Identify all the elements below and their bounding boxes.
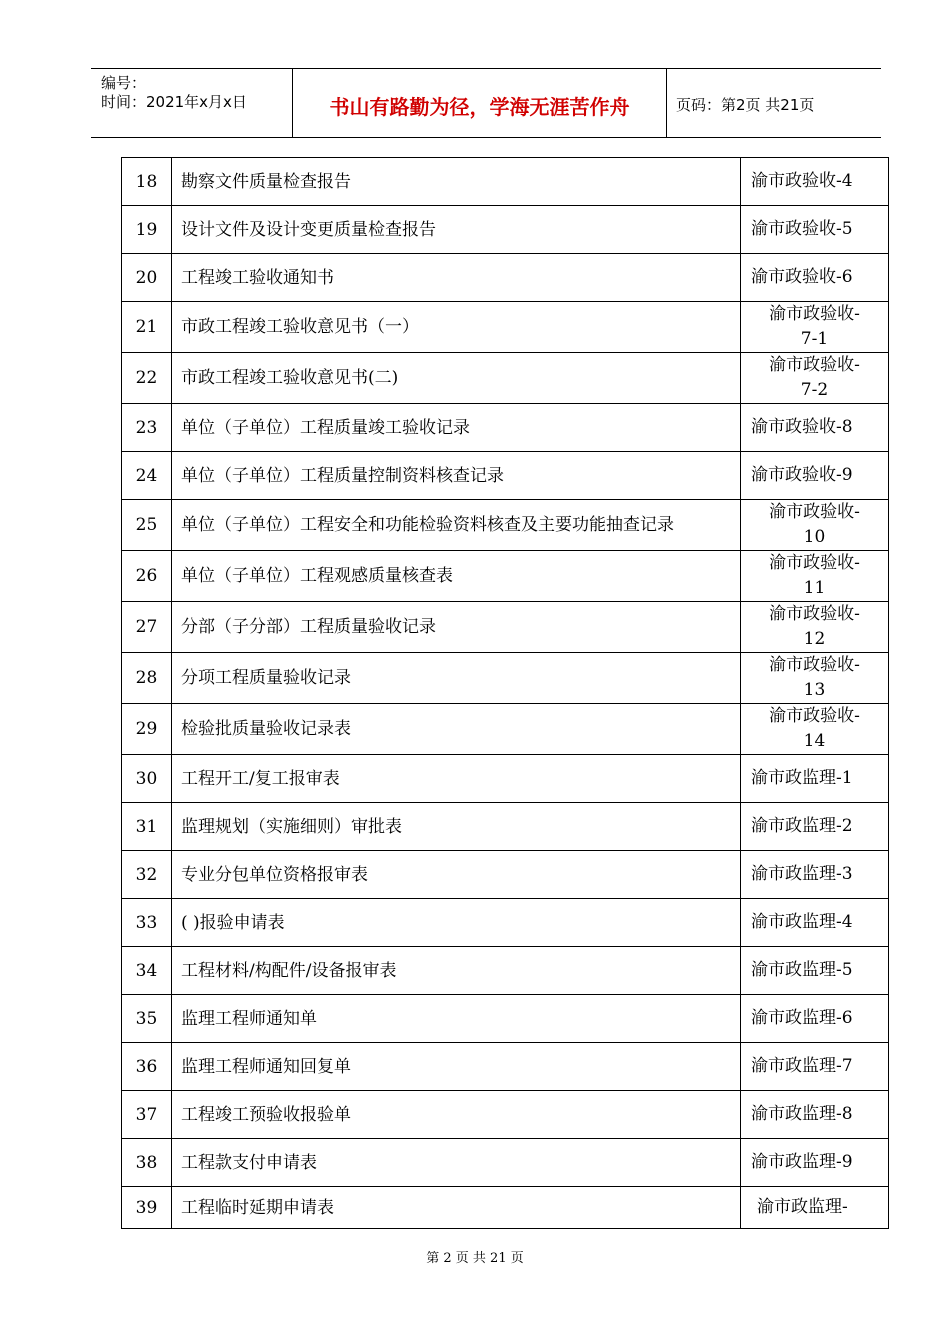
form-code — [741, 899, 889, 947]
form-code — [741, 803, 889, 851]
form-code — [741, 1187, 889, 1229]
form-name: 单位（子单位）工程质量竣工验收记录 — [172, 404, 741, 452]
form-name: 检验批质量验收记录表 — [172, 704, 741, 755]
row-number: 35 — [122, 995, 172, 1043]
form-code-line: 渝市政验收- — [769, 604, 860, 624]
table-row — [122, 995, 889, 1043]
form-code-line: 渝市政验收- — [769, 502, 860, 522]
row-number: 27 — [122, 602, 172, 653]
form-list-table — [121, 157, 889, 1229]
page-header — [91, 68, 881, 138]
form-name: 工程竣工预验收报验单 — [172, 1091, 741, 1139]
table-row — [122, 404, 889, 452]
table-row — [122, 254, 889, 302]
form-code — [741, 1139, 889, 1187]
form-code — [741, 602, 889, 653]
table-row — [122, 452, 889, 500]
form-name: 勘察文件质量检查报告 — [172, 158, 741, 206]
header-motto-cell — [292, 69, 667, 137]
form-name: 工程款支付申请表 — [172, 1139, 741, 1187]
table-row — [122, 803, 889, 851]
table-row — [122, 500, 889, 551]
form-code-line: 14 — [803, 731, 826, 751]
form-name: 单位（子单位）工程安全和功能检验资料核查及主要功能抽查记录 — [172, 500, 741, 551]
motto-text: 书山有路勤为径，学海无涯苦作舟 — [329, 95, 630, 119]
form-name: 监理规划（实施细则）审批表 — [172, 803, 741, 851]
table-row — [122, 1043, 889, 1091]
form-code — [741, 653, 889, 704]
form-code — [741, 1043, 889, 1091]
form-code — [741, 947, 889, 995]
form-code-line: 渝市政监理-4 — [751, 912, 853, 932]
row-number: 22 — [122, 353, 172, 404]
table-row — [122, 158, 889, 206]
form-code-line: 渝市政验收- — [769, 553, 860, 573]
row-number: 26 — [122, 551, 172, 602]
form-code-line: 11 — [803, 578, 826, 598]
form-code — [741, 755, 889, 803]
form-code-line: 渝市政验收-4 — [751, 171, 853, 191]
form-code — [741, 851, 889, 899]
form-name: 监理工程师通知单 — [172, 995, 741, 1043]
table-row — [122, 899, 889, 947]
table-row — [122, 1139, 889, 1187]
form-code-line: 渝市政验收- — [769, 304, 860, 324]
row-number: 20 — [122, 254, 172, 302]
table-row — [122, 302, 889, 353]
table-row — [122, 755, 889, 803]
form-code-line: 渝市政验收- — [769, 706, 860, 726]
form-name: 工程材料/构配件/设备报审表 — [172, 947, 741, 995]
form-code-line: 12 — [803, 629, 826, 649]
form-code-line: 渝市政验收- — [769, 355, 860, 375]
form-code-line: 渝市政监理-5 — [751, 960, 853, 980]
form-name: 市政工程竣工验收意见书(二) — [172, 353, 741, 404]
serial-number-label: 编号： — [101, 74, 147, 92]
table-row — [122, 602, 889, 653]
table-row — [122, 353, 889, 404]
header-meta-cell — [91, 69, 292, 137]
form-code — [741, 1091, 889, 1139]
row-number: 24 — [122, 452, 172, 500]
form-code — [741, 254, 889, 302]
header-page-cell — [666, 69, 881, 137]
form-code — [741, 704, 889, 755]
form-name: 工程开工/复工报审表 — [172, 755, 741, 803]
form-code — [741, 551, 889, 602]
form-code-line: 渝市政监理-3 — [751, 864, 853, 884]
form-name: 分项工程质量验收记录 — [172, 653, 741, 704]
form-code-line: 渝市政监理-6 — [751, 1008, 853, 1028]
row-number: 19 — [122, 206, 172, 254]
row-number: 18 — [122, 158, 172, 206]
form-code-line: 10 — [803, 527, 826, 547]
table-row — [122, 1187, 889, 1229]
form-code — [741, 452, 889, 500]
row-number: 25 — [122, 500, 172, 551]
time-label: 时间：2021年x月x日 — [101, 93, 247, 111]
table-row — [122, 1091, 889, 1139]
form-code-line: 渝市政验收- — [769, 655, 860, 675]
form-name: 设计文件及设计变更质量检查报告 — [172, 206, 741, 254]
row-number: 39 — [122, 1187, 172, 1229]
row-number: 38 — [122, 1139, 172, 1187]
form-code-line: 渝市政监理-9 — [751, 1152, 853, 1172]
form-code-line: 渝市政监理- — [757, 1197, 848, 1217]
form-code — [741, 206, 889, 254]
table-row — [122, 206, 889, 254]
form-name: 单位（子单位）工程观感质量核查表 — [172, 551, 741, 602]
form-code-line: 渝市政监理-1 — [751, 768, 853, 788]
form-name: 工程临时延期申请表 — [172, 1187, 741, 1229]
row-number: 34 — [122, 947, 172, 995]
form-code-line: 渝市政监理-8 — [751, 1104, 853, 1124]
table-body — [122, 158, 889, 1229]
form-code-line: 渝市政验收-6 — [751, 267, 853, 287]
row-number: 37 — [122, 1091, 172, 1139]
form-code — [741, 500, 889, 551]
form-code-line: 渝市政验收-9 — [751, 465, 853, 485]
page-number-label: 页码：第2页 共21页 — [676, 96, 815, 114]
form-name: 市政工程竣工验收意见书（一） — [172, 302, 741, 353]
table-row — [122, 653, 889, 704]
form-code — [741, 353, 889, 404]
row-number: 36 — [122, 1043, 172, 1091]
form-code-line: 13 — [803, 680, 826, 700]
form-code-line: 7-1 — [800, 329, 829, 349]
form-code — [741, 158, 889, 206]
row-number: 23 — [122, 404, 172, 452]
row-number: 28 — [122, 653, 172, 704]
form-name: ( )报验申请表 — [172, 899, 741, 947]
row-number: 31 — [122, 803, 172, 851]
form-name: 分部（子分部）工程质量验收记录 — [172, 602, 741, 653]
page-footer: 第 2 页 共 21 页 — [426, 1251, 524, 1266]
form-code — [741, 302, 889, 353]
row-number: 32 — [122, 851, 172, 899]
form-code-line: 渝市政监理-2 — [751, 816, 853, 836]
form-code-line: 渝市政监理-7 — [751, 1056, 853, 1076]
form-code-line: 渝市政验收-8 — [751, 417, 853, 437]
form-name: 专业分包单位资格报审表 — [172, 851, 741, 899]
table-row — [122, 851, 889, 899]
table-row — [122, 947, 889, 995]
form-code — [741, 995, 889, 1043]
form-name: 单位（子单位）工程质量控制资料核查记录 — [172, 452, 741, 500]
form-code-line: 7-2 — [800, 380, 829, 400]
row-number: 33 — [122, 899, 172, 947]
row-number: 29 — [122, 704, 172, 755]
form-name: 监理工程师通知回复单 — [172, 1043, 741, 1091]
row-number: 21 — [122, 302, 172, 353]
form-name: 工程竣工验收通知书 — [172, 254, 741, 302]
form-code — [741, 404, 889, 452]
table-row — [122, 704, 889, 755]
row-number: 30 — [122, 755, 172, 803]
form-code-line: 渝市政验收-5 — [751, 219, 853, 239]
table-row — [122, 551, 889, 602]
